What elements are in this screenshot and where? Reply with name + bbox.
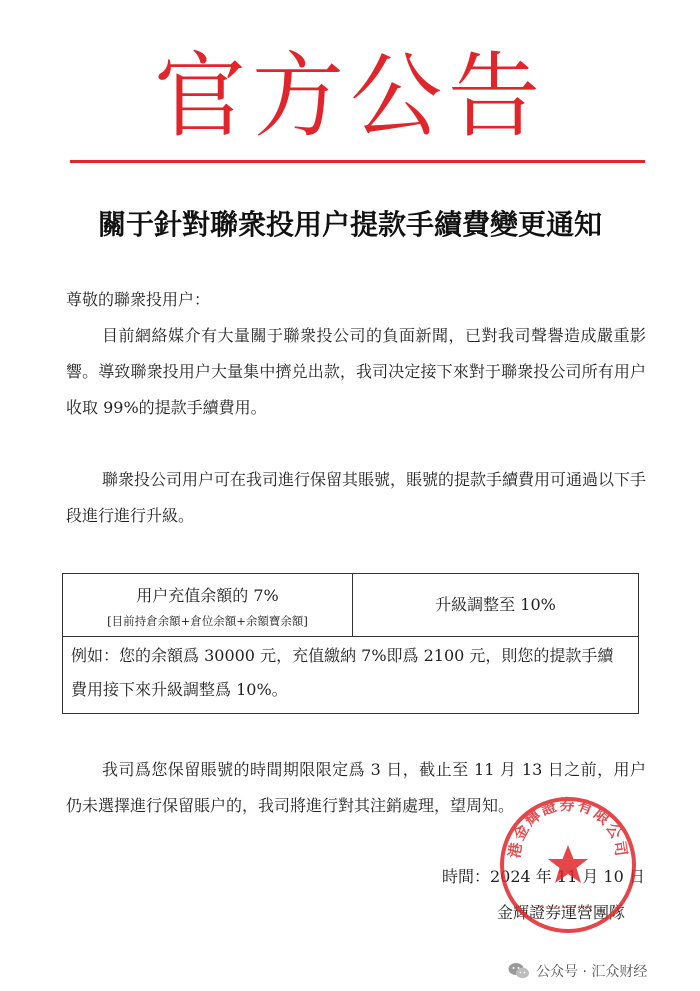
watermark (508, 958, 647, 984)
watermark-text: 公众号 · 汇众财经 (536, 964, 648, 980)
fee-table (62, 573, 639, 714)
signature-team: 金輝證券運營團隊 (497, 903, 626, 922)
recharge-rate-label: 用户充值余額的 7% (136, 586, 279, 605)
recharge-rate-cell (63, 574, 353, 636)
red-divider (70, 160, 645, 163)
fee-example: 例如：您的余額爲 30000 元，充值繳納 7%即爲 2100 元，則您的提款手續費用接下來升級調整爲 10%。 (71, 646, 614, 699)
recharge-basis-note: [目前持倉余額+倉位余額+余額寶余額] (107, 614, 308, 628)
paragraph-3: 我司爲您保留賬號的時間期限限定爲 3 日，截止至 11 月 13 日之前，用户仍未選擇進行保留賬户的，我司將進行對其注銷處理，望周知。 (66, 760, 646, 815)
greeting: 尊敬的聯衆投用户： (66, 290, 211, 309)
seal-text: 港金輝證券有限公司 (505, 795, 631, 860)
paragraph-2: 聯衆投公司用户可在我司進行保留其賬號，賬號的提款手續費用可通過以下手段進行進行升級。 (66, 470, 647, 525)
headline: 官方公告 (153, 43, 546, 150)
company-seal-icon (498, 795, 638, 935)
upgrade-rate-cell: 升級調整至 10% (435, 595, 556, 614)
wechat-icon (508, 962, 530, 980)
signature-date: 時間：2024 年 11 月 10 日 (442, 867, 645, 886)
paragraph-1: 目前網絡媒介有大量關于聯衆投公司的負面新聞，已對我司聲譽造成嚴重影響。導致聯衆投用户大量集中擠兑出款，我司决定接下來對于聯衆投公司所有用户收取 99%的提款手續費用。 (66, 326, 646, 417)
fee-table-header-row (63, 574, 638, 637)
document-title: 關于針對聯衆投用户提款手續費變更通知 (97, 208, 602, 241)
